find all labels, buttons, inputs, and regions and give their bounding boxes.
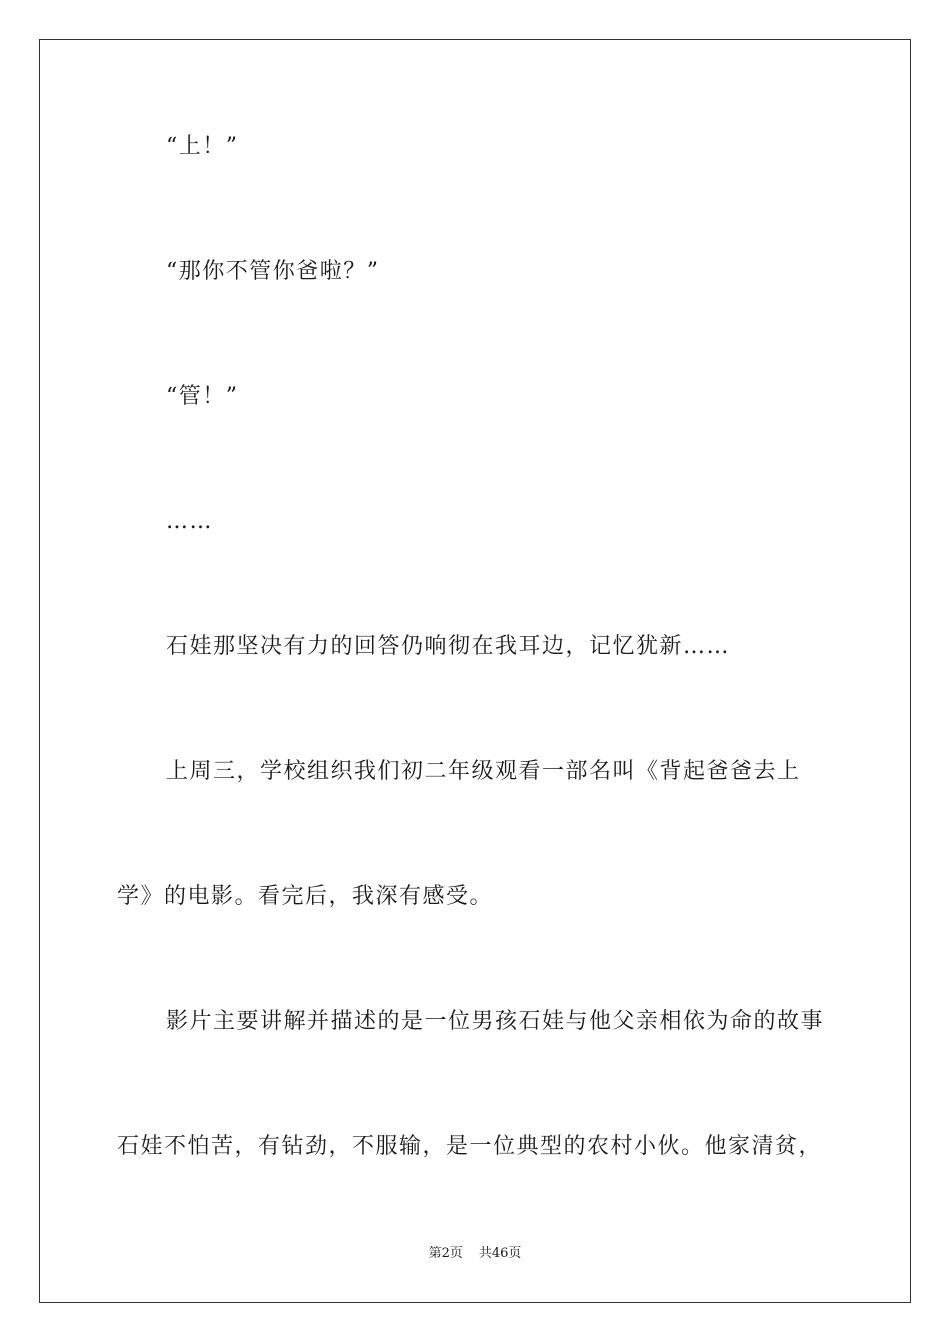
text-line: 学》的电影。看完后，我深有感受。 — [117, 884, 494, 909]
text-line: “上！” — [166, 134, 239, 159]
page-total: 共46页 — [478, 1246, 522, 1261]
page-number: 第2页 — [428, 1246, 463, 1261]
text-line: …… — [166, 509, 213, 534]
text-line: 影片主要讲解并描述的是一位男孩石娃与他父亲相依为命的故事 — [166, 1009, 825, 1034]
text-line: “管！” — [166, 384, 239, 409]
text-line: 石娃那坚决有力的回答仍响彻在我耳边，记忆犹新…… — [166, 634, 731, 659]
page-footer — [0, 1245, 950, 1263]
page-border — [39, 39, 911, 1303]
text-line: 石娃不怕苦，有钻劲，不服输，是一位典型的农村小伙。他家清贫， — [117, 1134, 823, 1159]
text-line: “那你不管你爸啦？” — [166, 259, 380, 284]
text-line: 上周三，学校组织我们初二年级观看一部名叫《背起爸爸去上 — [166, 759, 801, 784]
